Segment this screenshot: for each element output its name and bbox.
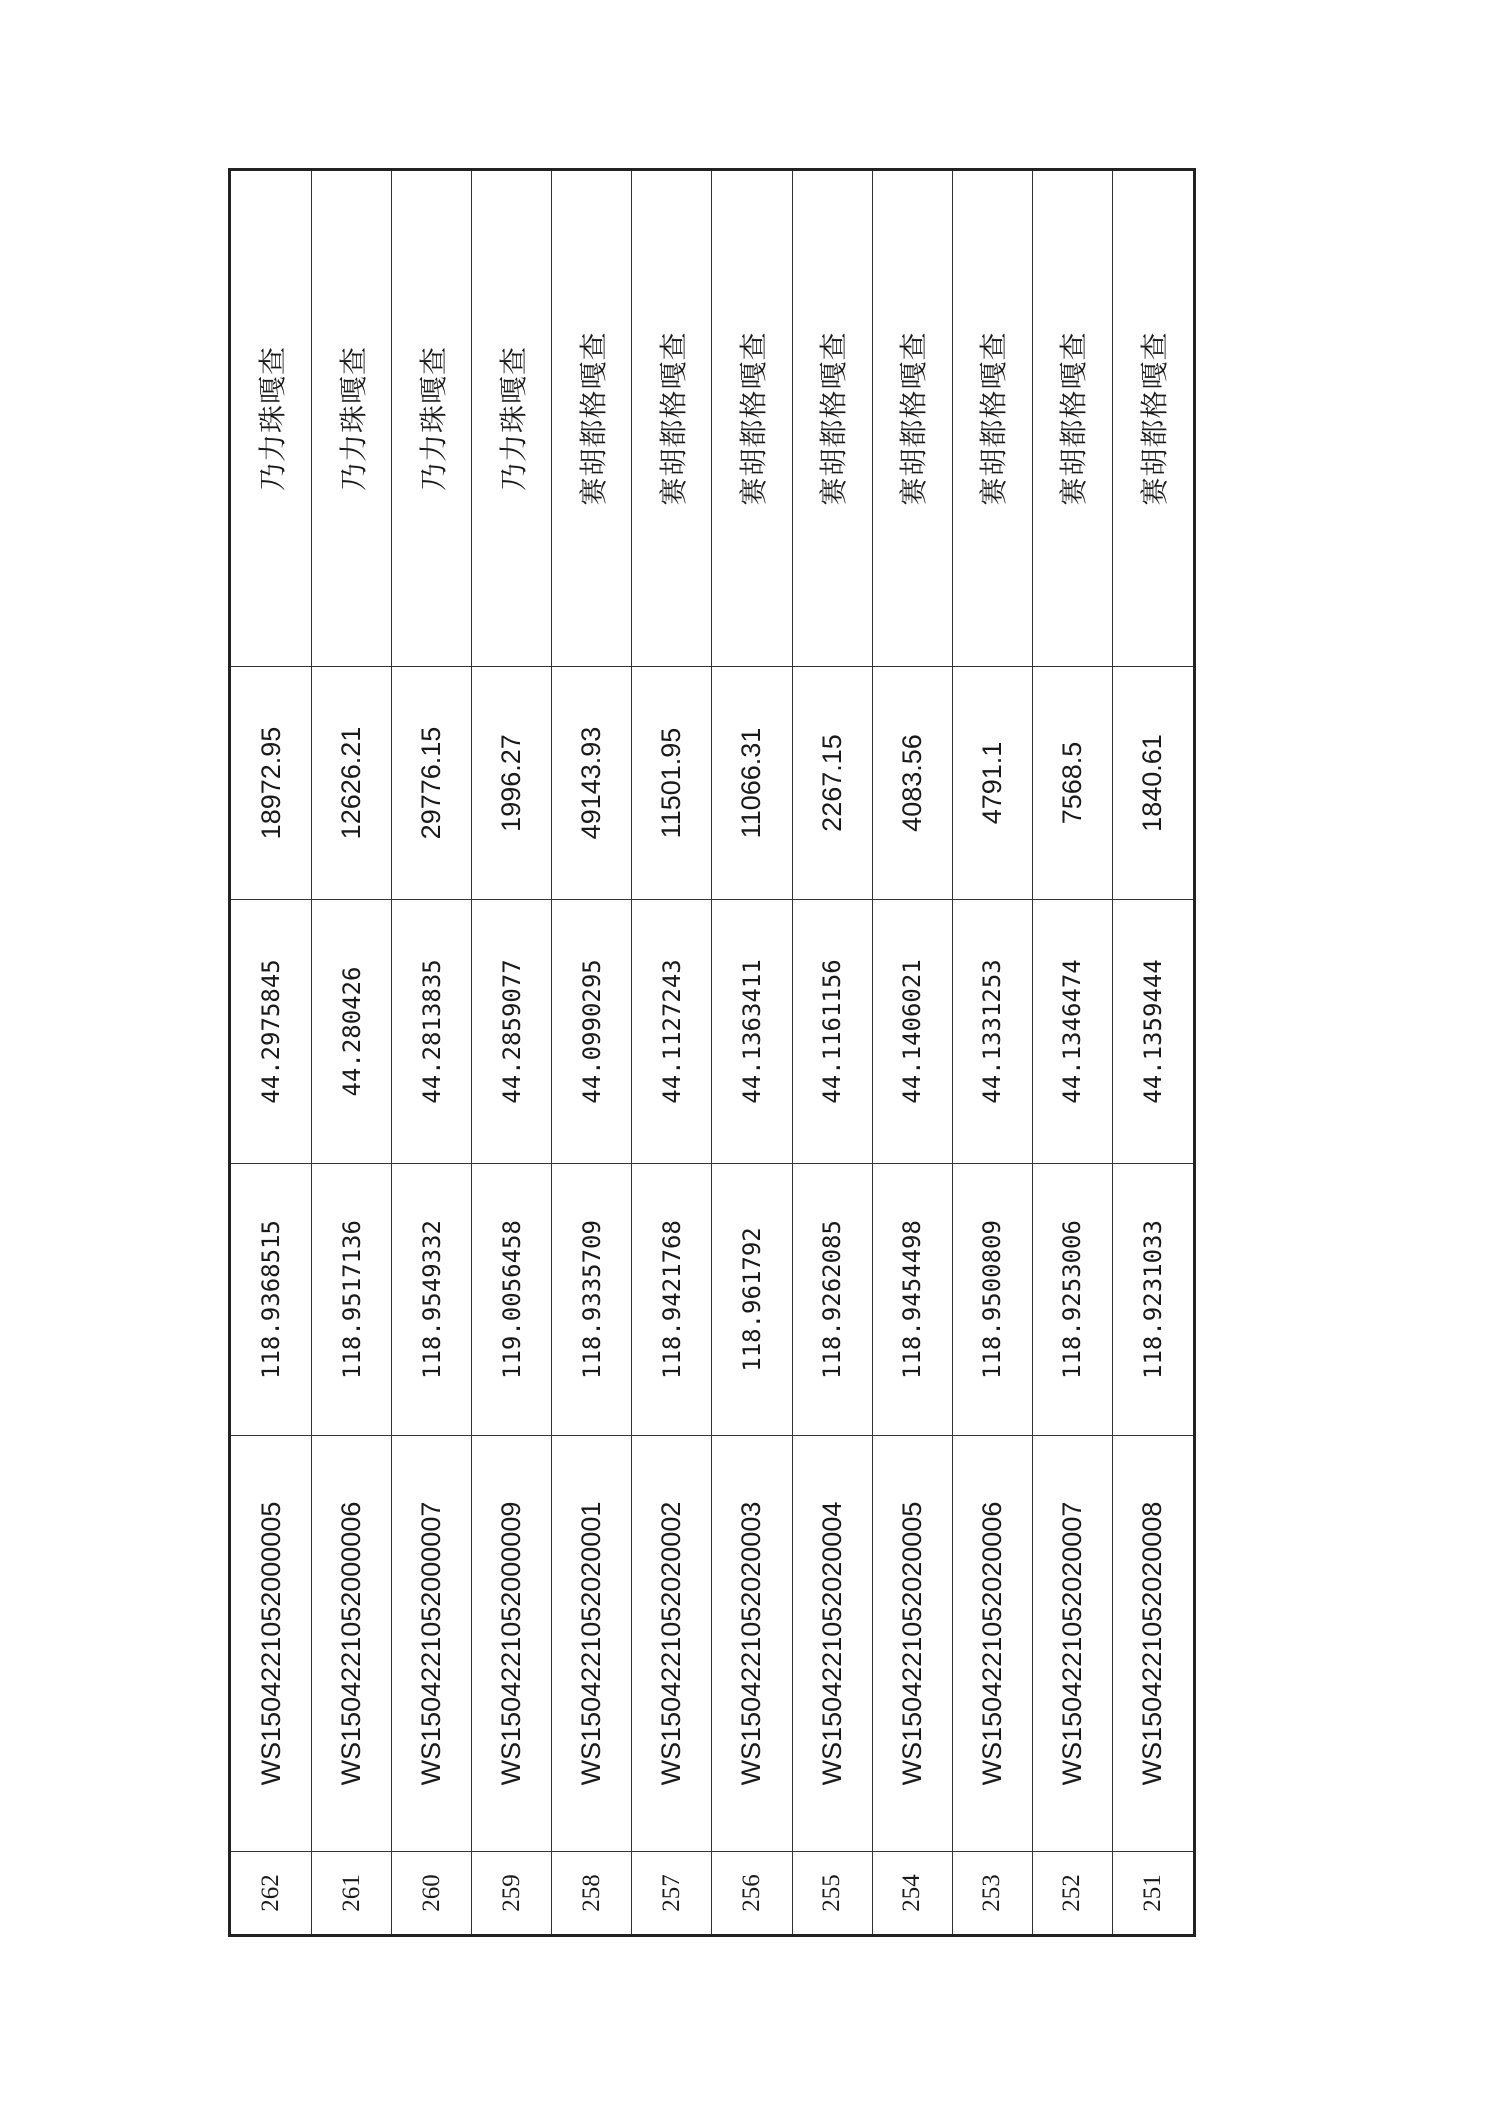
data-table-rotated	[228, 171, 1196, 1937]
table-row	[230, 170, 312, 1936]
latitude-cell: 44.2975845	[230, 900, 312, 1164]
row-number-cell: 252	[1032, 1852, 1112, 1936]
village-name-cell: 乃力珠嘎查	[472, 170, 552, 667]
parcel-code-cell: WS1504221052020004	[792, 1436, 872, 1852]
longitude-cell: 118.9517136	[312, 1164, 392, 1436]
latitude-cell: 44.1331253	[952, 900, 1032, 1164]
area-cell: 12626.21	[312, 667, 392, 900]
row-number-cell: 251	[1112, 1852, 1194, 1936]
row-number-cell: 262	[230, 1852, 312, 1936]
table-row	[632, 170, 712, 1936]
longitude-cell: 118.961792	[712, 1164, 792, 1436]
row-number-cell: 259	[472, 1852, 552, 1936]
village-name-cell: 赛胡都格嘎查	[1112, 170, 1194, 667]
village-name-cell: 赛胡都格嘎查	[1032, 170, 1112, 667]
latitude-cell: 44.2813835	[392, 900, 472, 1164]
area-cell: 29776.15	[392, 667, 472, 900]
parcel-code-cell: WS1504221052000007	[392, 1436, 472, 1852]
parcel-code-cell: WS1504221052020008	[1112, 1436, 1194, 1852]
row-number-cell: 257	[632, 1852, 712, 1936]
table-row	[312, 170, 392, 1936]
village-name-cell: 乃力珠嘎查	[392, 170, 472, 667]
village-name-cell: 赛胡都格嘎查	[712, 170, 792, 667]
area-cell: 11066.31	[712, 667, 792, 900]
parcel-code-cell: WS1504221052020002	[632, 1436, 712, 1852]
village-name-cell: 乃力珠嘎查	[230, 170, 312, 667]
village-name-cell: 赛胡都格嘎查	[632, 170, 712, 667]
row-number-cell: 256	[712, 1852, 792, 1936]
longitude-cell: 118.9368515	[230, 1164, 312, 1436]
longitude-cell: 118.9253006	[1032, 1164, 1112, 1436]
rotated-table-container	[228, 171, 1196, 1937]
village-name-cell: 赛胡都格嘎查	[552, 170, 632, 667]
row-number-cell: 260	[392, 1852, 472, 1936]
parcel-code-cell: WS1504221052000005	[230, 1436, 312, 1852]
area-cell: 4791.1	[952, 667, 1032, 900]
row-number-cell: 258	[552, 1852, 632, 1936]
longitude-cell: 118.9454498	[872, 1164, 952, 1436]
village-name-cell: 赛胡都格嘎查	[792, 170, 872, 667]
parcel-code-cell: WS1504221052000006	[312, 1436, 392, 1852]
table-row	[472, 170, 552, 1936]
latitude-cell: 44.1127243	[632, 900, 712, 1164]
parcel-code-cell: WS1504221052020007	[1032, 1436, 1112, 1852]
longitude-cell: 118.9335709	[552, 1164, 632, 1436]
longitude-cell: 118.9262085	[792, 1164, 872, 1436]
table-row	[872, 170, 952, 1936]
area-cell: 49143.93	[552, 667, 632, 900]
area-cell: 2267.15	[792, 667, 872, 900]
area-cell: 18972.95	[230, 667, 312, 900]
latitude-cell: 44.280426	[312, 900, 392, 1164]
latitude-cell: 44.0990295	[552, 900, 632, 1164]
longitude-cell: 118.9549332	[392, 1164, 472, 1436]
row-number-cell: 255	[792, 1852, 872, 1936]
row-number-cell: 254	[872, 1852, 952, 1936]
table-row	[712, 170, 792, 1936]
parcel-code-cell: WS1504221052020003	[712, 1436, 792, 1852]
area-cell: 11501.95	[632, 667, 712, 900]
parcel-code-cell: WS1504221052020006	[952, 1436, 1032, 1852]
table-row	[1112, 170, 1194, 1936]
latitude-cell: 44.1161156	[792, 900, 872, 1164]
parcel-code-cell: WS1504221052020001	[552, 1436, 632, 1852]
table-row	[1032, 170, 1112, 1936]
longitude-cell: 119.0056458	[472, 1164, 552, 1436]
latitude-cell: 44.2859077	[472, 900, 552, 1164]
latitude-cell: 44.1346474	[1032, 900, 1112, 1164]
village-name-cell: 赛胡都格嘎查	[872, 170, 952, 667]
latitude-cell: 44.1363411	[712, 900, 792, 1164]
table-row	[552, 170, 632, 1936]
row-number-cell: 253	[952, 1852, 1032, 1936]
area-cell: 1840.61	[1112, 667, 1194, 900]
longitude-cell: 118.9500809	[952, 1164, 1032, 1436]
parcel-code-cell: WS1504221052000009	[472, 1436, 552, 1852]
area-cell: 7568.5	[1032, 667, 1112, 900]
area-cell: 4083.56	[872, 667, 952, 900]
area-cell: 1996.27	[472, 667, 552, 900]
latitude-cell: 44.1359444	[1112, 900, 1194, 1164]
longitude-cell: 118.9421768	[632, 1164, 712, 1436]
table-row	[952, 170, 1032, 1936]
parcel-code-cell: WS1504221052020005	[872, 1436, 952, 1852]
row-number-cell: 261	[312, 1852, 392, 1936]
village-name-cell: 赛胡都格嘎查	[952, 170, 1032, 667]
table-row	[392, 170, 472, 1936]
land-parcel-table	[228, 168, 1196, 1937]
latitude-cell: 44.1406021	[872, 900, 952, 1164]
village-name-cell: 乃力珠嘎查	[312, 170, 392, 667]
longitude-cell: 118.9231033	[1112, 1164, 1194, 1436]
table-row	[792, 170, 872, 1936]
